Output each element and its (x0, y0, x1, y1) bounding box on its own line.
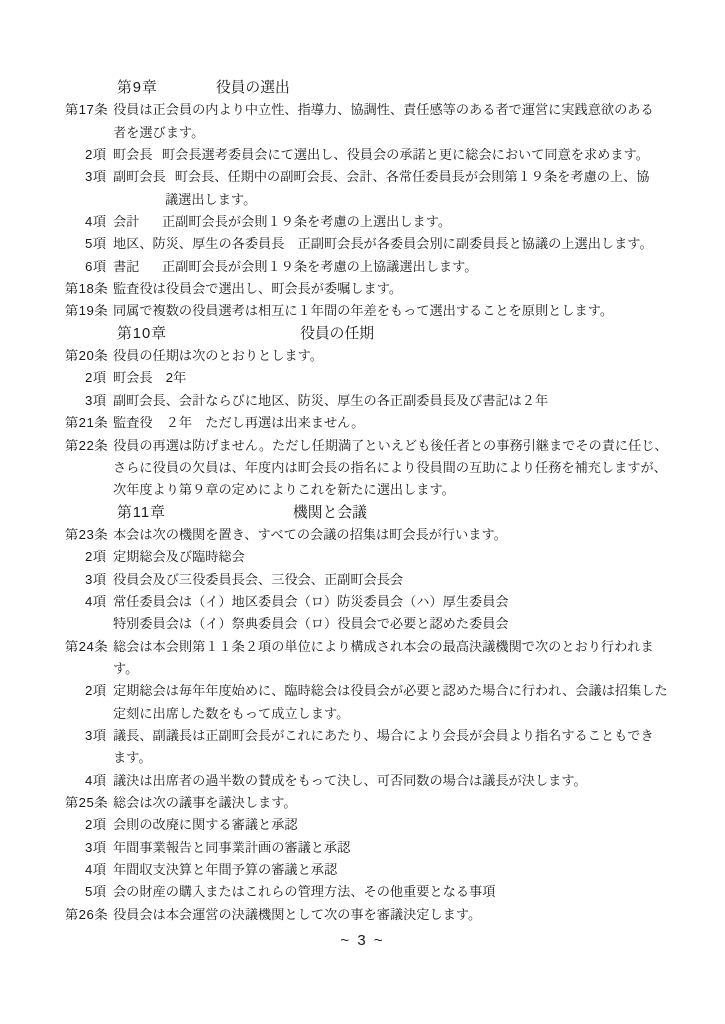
item-number: 2項 (85, 549, 107, 565)
item-number: 2項 (85, 147, 107, 163)
item-number: 4項 (85, 214, 107, 230)
chapter-title: 機関と会議 (292, 504, 367, 521)
item-line (0, 770, 725, 792)
article-text: 総会は次の議事を議決します。 (113, 795, 297, 810)
article-number: 第19条 (65, 303, 109, 319)
article-line (0, 99, 725, 121)
item-text: 会則の改廃に関する審議と承認 (113, 817, 298, 833)
article-number: 第21条 (65, 415, 109, 431)
item-line (0, 211, 725, 233)
continuation-line (0, 122, 725, 144)
continuation-line (0, 703, 725, 725)
article-line (0, 412, 725, 434)
chapter-heading-line (0, 323, 725, 345)
article-text: 本会は次の機関を置き、すべての会議の招集は町会長が行います。 (113, 526, 507, 542)
item-line (0, 814, 725, 836)
item-line (0, 881, 725, 903)
article-line (0, 345, 725, 367)
article-line (0, 278, 725, 300)
item-line (0, 546, 725, 568)
item-line (0, 837, 725, 859)
continuation-text: 次年度より第９章の定めによりこれを新たに選出します。 (113, 482, 455, 498)
item-number: 2項 (85, 817, 107, 833)
item-text: 町会長 2年 (113, 370, 187, 386)
article-text: 総会は本会則第１１条２項の単位により構成され本会の最高決議機関で次のとおり行われま (113, 638, 654, 654)
chapter-number: 第11章 (117, 504, 166, 521)
item-line (0, 859, 725, 881)
article-text: 役員の任期は次のとおりとします。 (113, 348, 323, 364)
chapter-number: 第9章 (117, 80, 158, 96)
item-text: 正副町会長が会則１９条を考慮の上選出します。 (162, 214, 452, 230)
item-number: 3項 (85, 727, 107, 743)
item-text: 正副町会長が会則１９条を考慮の上協議選出します。 (162, 258, 478, 274)
item-text: 議決は出席者の過半数の賛成をもって決し、可否同数の場合は議長が決します。 (113, 772, 587, 788)
article-text: 同属で複数の役員選考は相互に１年間の年差をもって選出することを原則とします。 (113, 303, 614, 319)
item-role-name: 副町会長 (113, 169, 166, 185)
continuation-line (0, 189, 725, 211)
item-line (0, 233, 725, 255)
continuation-line (0, 658, 725, 680)
article-text: 監査役 ２年 ただし再選は出来ません。 (113, 415, 365, 431)
chapter-title: 役員の選出 (215, 80, 290, 96)
article-number: 第23条 (65, 526, 109, 542)
item-number: 5項 (85, 884, 107, 900)
item-text: 町会長選考委員会にて選出し、役員会の承諾と更に総会において同意を求めます。 (162, 147, 649, 163)
item-number: 2項 (85, 683, 107, 699)
item-number: 4項 (85, 772, 107, 788)
continuation-line (0, 747, 725, 769)
article-text: 役員会は本会運営の決議機関として次の事を審議決定します。 (113, 906, 482, 922)
continuation-line (0, 613, 725, 635)
item-text: 定期総会は毎年年度始めに、臨時総会は役員会が必要と認めた場合に行われ、会議は招集した (113, 683, 668, 699)
article-line (0, 636, 725, 658)
chapter-number: 第10章 (117, 325, 168, 342)
item-text: 会の財産の購入またはこれらの管理方法、その他重要となる事項 (113, 884, 496, 900)
chapter-heading-line (0, 502, 725, 524)
item-text: 地区、防災、厚生の各委員長 正副町会長が各委員会別に副委員長と協議の上選出します。 (113, 236, 653, 252)
article-number: 第18条 (65, 281, 109, 297)
item-number: 3項 (85, 571, 107, 587)
continuation-line (0, 479, 725, 501)
item-text: 議長、副議長は正副町会長がこれにあたり、場合により会長が会員より指名することもでき (113, 727, 654, 743)
item-text: 町会長、任期中の副町会長、会計、各常任委員長が会則第１９条を考慮の上、協 (174, 169, 650, 185)
continuation-text: 定刻に出席した数をもって成立します。 (113, 705, 350, 721)
item-line (0, 591, 725, 613)
continuation-text: 者を選びます。 (113, 124, 205, 140)
item-text: 年間収支決算と年間予算の審議と承認 (113, 862, 338, 878)
item-text: 年間事業報告と同事業計画の審議と承認 (113, 839, 351, 855)
continuation-text: ます。 (113, 750, 152, 766)
continuation-text: 特別委員会は（イ）祭典委員会（ロ）役員会で必要と認めた委員会 (113, 616, 509, 632)
item-line (0, 680, 725, 702)
article-number: 第25条 (65, 795, 109, 810)
article-line (0, 435, 725, 457)
continuation-line (0, 457, 725, 479)
item-line (0, 569, 725, 591)
document-content (0, 77, 725, 926)
article-line (0, 300, 725, 322)
item-number: 3項 (85, 839, 107, 855)
continuation-text: さらに役員の欠員は、年度内は町会長の指名により役員間の互助により任務を補充しますが、 (113, 459, 667, 475)
article-number: 第26条 (65, 906, 109, 922)
article-text: 役員の再選は防げません。ただし任期満了といえども後任者との事務引継までその責に任じ、 (113, 437, 668, 453)
item-number: 5項 (85, 236, 107, 252)
item-line (0, 725, 725, 747)
article-number: 第20条 (65, 348, 109, 364)
item-number: 3項 (85, 392, 107, 408)
item-number: 6項 (85, 258, 107, 274)
chapter-title: 役員の任期 (300, 325, 375, 342)
page-number: ~ 3 ~ (340, 932, 385, 949)
item-text: 定期総会及び臨時総会 (113, 549, 245, 565)
item-number: 3項 (85, 169, 107, 185)
article-line (0, 524, 725, 546)
continuation-text: 議選出します。 (165, 191, 257, 207)
item-number: 2項 (85, 370, 107, 386)
item-role-name: 会計 (113, 214, 140, 230)
item-role-name: 町会長 (113, 147, 153, 163)
item-line (0, 256, 725, 278)
item-number: 4項 (85, 862, 107, 878)
article-line (0, 792, 725, 814)
item-text: 常任委員会は（イ）地区委員会（ロ）防災委員会（ハ）厚生委員会 (113, 593, 509, 609)
item-line (0, 166, 725, 188)
item-role-name: 書記 (113, 258, 140, 274)
item-text: 役員会及び三役委員長会、三役会、正副町会長会 (113, 571, 404, 587)
article-line (0, 904, 725, 926)
article-text: 役員は正会員の内より中立性、指導力、協調性、責任感等のある者で運営に実践意欲のある (113, 102, 654, 118)
item-number: 4項 (85, 593, 107, 609)
item-line (0, 144, 725, 166)
item-line (0, 367, 725, 389)
article-number: 第22条 (65, 437, 109, 453)
article-text: 監査役は役員会で選出し、町会長が委嘱します。 (113, 281, 403, 297)
item-line (0, 390, 725, 412)
item-text: 副町会長、会計ならびに地区、防災、厚生の各正副委員長及び書記は２年 (113, 392, 549, 408)
article-number: 第17条 (65, 102, 109, 118)
continuation-text: す。 (113, 660, 139, 676)
article-number: 第24条 (65, 638, 109, 654)
chapter-heading-line (0, 77, 725, 99)
